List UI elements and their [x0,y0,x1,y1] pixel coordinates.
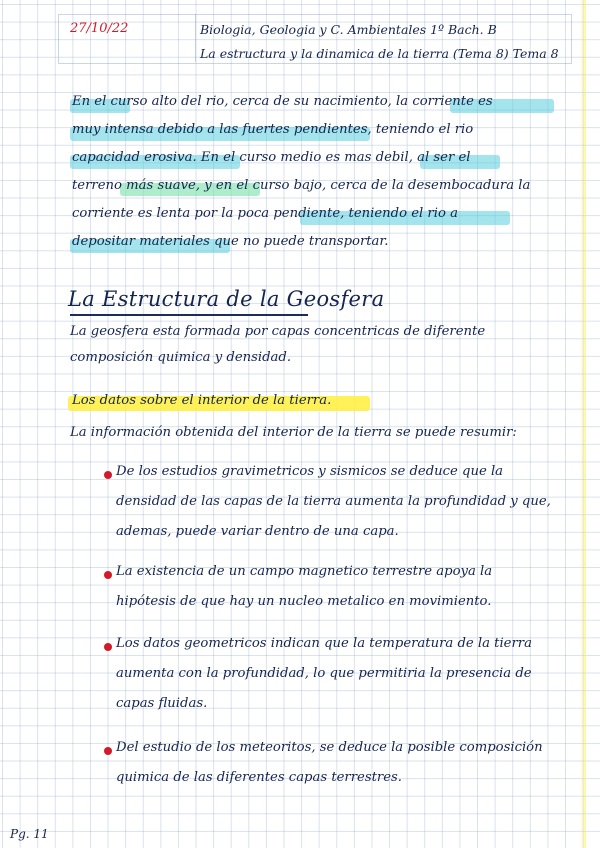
bullet-dot [104,471,112,479]
section-title-underline [70,314,308,316]
bullet-1-line-3: ademas, puede variar dentro de una capa. [116,524,399,539]
bullet-3-line-1: Los datos geometricos indican que la temperatura de la tierra [116,636,532,651]
bullet-1-line-2: densidad de las capas de la tierra aumenta la profundidad y que, [116,494,551,509]
page-edge-highlight [580,0,586,848]
bullet-3-line-3: capas fluidas. [116,696,208,711]
intro-line-6: depositar materiales que no puede transportar. [72,234,389,249]
bullet-dot [104,643,112,651]
bullet-dot [104,571,112,579]
description-line-2: composición quimica y densidad. [70,350,292,365]
bullet-4-line-2: quimica de las diferentes capas terrestres. [116,770,402,785]
section-title: La Estructura de la Geosfera [68,287,385,311]
topic-line: La estructura y la dinamica de la tierra (Tema 8) Tema 8 [200,46,559,61]
bullet-2-line-1: La existencia de un campo magnetico terrestre apoya la [116,564,493,579]
bullet-3-line-2: aumenta con la profundidad, lo que permitiria la presencia de [116,666,532,681]
bullet-4-line-1: Del estudio de los meteoritos, se deduce la posible composición [116,740,543,755]
subject-line: Biologia, Geologia y C. Ambientales 1º Bach. B [200,22,497,37]
description-line-1: La geosfera esta formada por capas concentricas de diferente [70,324,486,339]
subheading: Los datos sobre el interior de la tierra. [72,393,332,408]
bullet-dot [104,747,112,755]
bullet-2-line-2: hipótesis de que hay un nucleo metalico en movimiento. [116,594,492,609]
header-divider [195,14,196,62]
intro-line-2: muy intensa debido a las fuertes pendientes, teniendo el rio [72,122,474,137]
page-number: Pg. 11 [10,827,49,841]
intro-line-1: En el curso alto del rio, cerca de su nacimiento, la corriente es [72,94,493,109]
intro-line-5: corriente es lenta por la poca pendiente, teniendo el rio a [72,206,458,221]
date: 27/10/22 [70,21,129,36]
intro-line-4: terreno más suave, y en el curso bajo, cerca de la desembocadura la [72,178,531,193]
lead-text: La información obtenida del interior de la tierra se puede resumir: [70,425,517,440]
bullet-1-line-1: De los estudios gravimetricos y sismicos se deduce que la [116,464,504,479]
intro-line-3: capacidad erosiva. En el curso medio es mas debil, al ser el [72,150,471,165]
